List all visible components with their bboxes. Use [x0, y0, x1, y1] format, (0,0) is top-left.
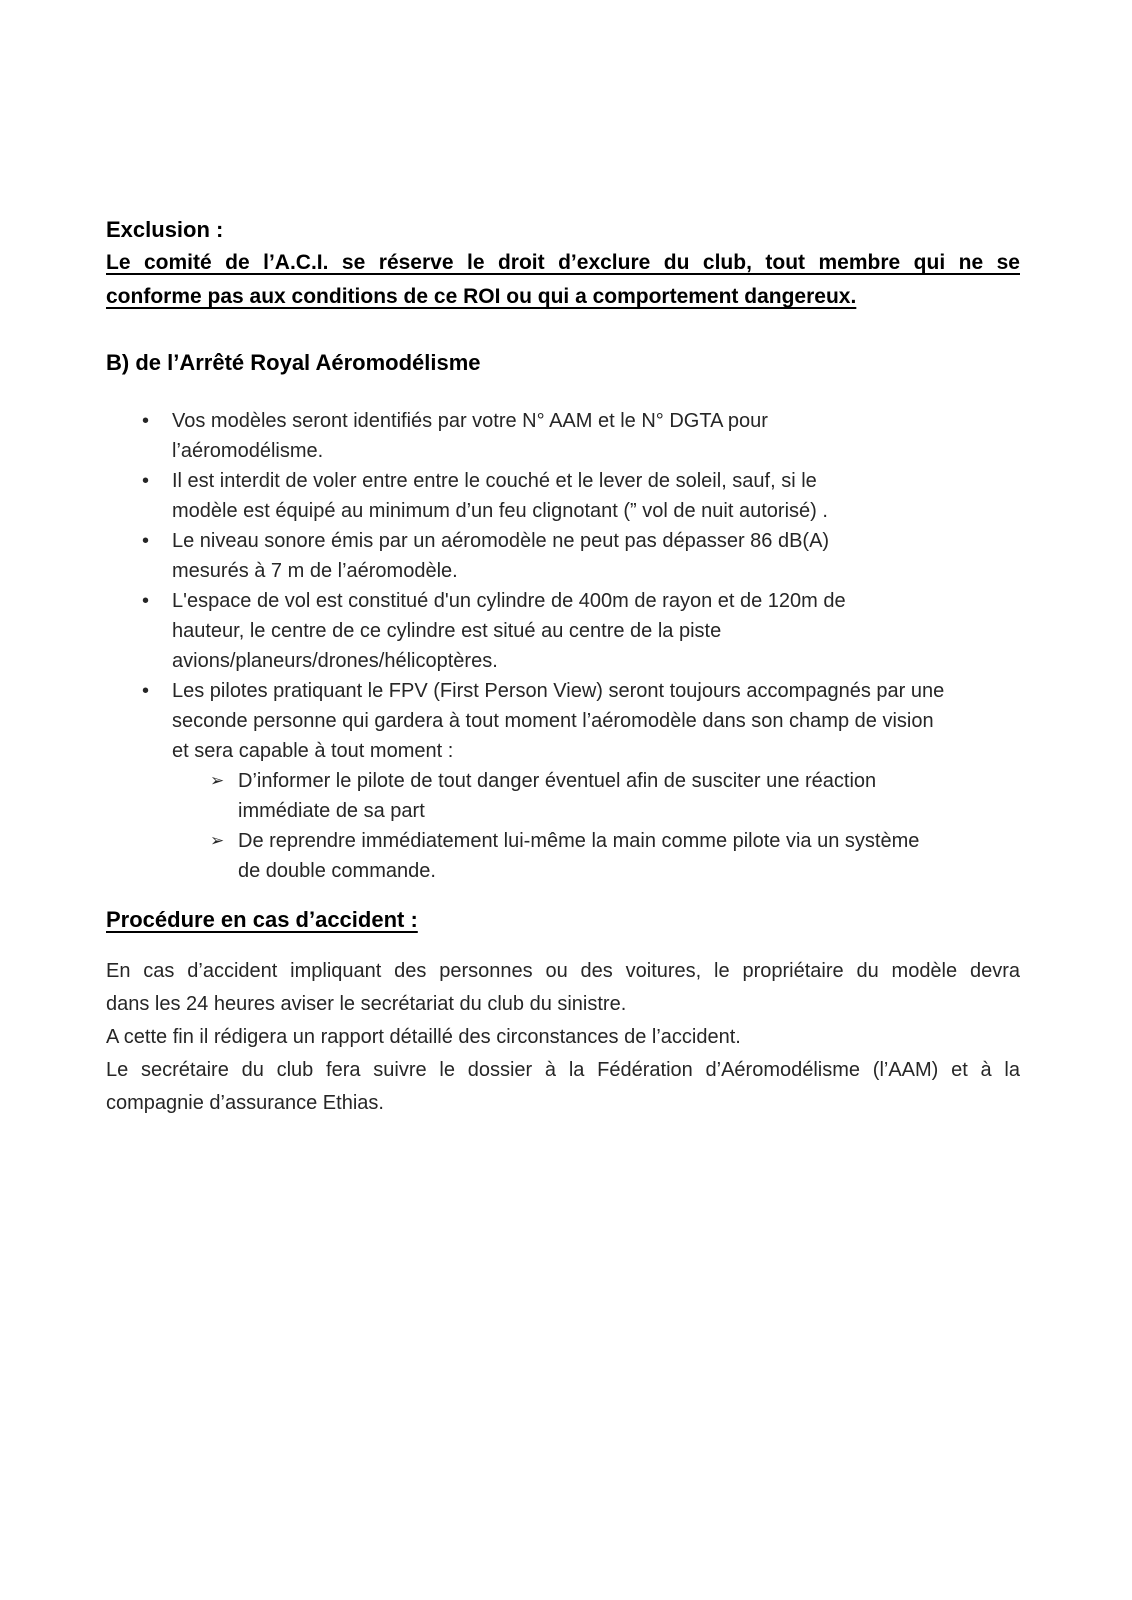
paragraph-line: A cette fin il rédigera un rapport détaillé des circonstances de l’accident.	[106, 1026, 741, 1048]
bullet-line: et sera capable à tout moment :	[172, 740, 454, 762]
sub-bullet-line: De reprendre immédiatement lui-même la main comme pilote via un système	[238, 830, 920, 852]
bullet-line: L'espace de vol est constitué d'un cylindre de 400m de rayon et de 120m de	[172, 590, 846, 612]
arrow-bullet-icon: ➢	[210, 831, 225, 850]
sub-bullet-line: de double commande.	[238, 860, 436, 882]
bullet-text	[172, 526, 1020, 586]
exclusion-heading: Exclusion :	[106, 217, 224, 242]
bullet-text	[172, 466, 1020, 526]
bullet-line: Il est interdit de voler entre entre le couché et le lever de soleil, sauf, si le	[172, 470, 817, 492]
bullet-line: Vos modèles seront identifiés par votre N° AAM et le N° DGTA pour	[172, 410, 768, 432]
paragraph	[106, 1054, 1020, 1120]
bullet-line: Les pilotes pratiquant le FPV (First Person View) seront toujours accompagnés par une	[172, 680, 945, 702]
sub-bullet-line: immédiate de sa part	[238, 800, 425, 822]
paragraph	[106, 1021, 1020, 1054]
sub-bullet-line: D’informer le pilote de tout danger éventuel afin de susciter une réaction	[238, 770, 877, 792]
bullet-dot-icon: •	[142, 590, 150, 612]
bullet-item	[106, 466, 1020, 526]
bullet-dot-icon: •	[142, 680, 150, 702]
paragraph-line: En cas d’accident impliquant des personnes ou des voitures, le propriétaire du modèle devra	[106, 960, 1020, 982]
procedure-heading	[106, 904, 1020, 936]
bullet-text	[172, 586, 1020, 676]
bullet-line: hauteur, le centre de ce cylindre est situé au centre de la piste	[172, 620, 722, 642]
exclusion-paragraph-line: Le comité de l’A.C.I. se réserve le droit d’exclure du club, tout membre qui ne se	[106, 251, 1020, 274]
exclusion-paragraph-line: conforme pas aux conditions de ce ROI ou qui a comportement dangereux.	[106, 285, 857, 308]
bullet-text	[172, 676, 1020, 766]
paragraph-line: Le secrétaire du club fera suivre le dossier à la Fédération d’Aéromodélisme (l’AAM) et à la	[106, 1059, 1020, 1081]
bullet-line: avions/planeurs/drones/hélicoptères.	[172, 650, 498, 672]
sub-bullet-text	[238, 766, 1020, 826]
bullet-item	[106, 676, 1020, 766]
sub-bullet-item	[106, 826, 1020, 886]
sub-bullet-text	[238, 826, 1020, 886]
arrow-bullet-icon: ➢	[210, 771, 225, 790]
bullet-dot-icon: •	[142, 530, 150, 552]
bullet-line: l’aéromodélisme.	[172, 440, 324, 462]
bullet-item	[106, 586, 1020, 676]
sub-bullet-item	[106, 766, 1020, 826]
paragraph-line: dans les 24 heures aviser le secrétariat du club du sinistre.	[106, 993, 627, 1015]
bullet-line: Le niveau sonore émis par un aéromodèle ne peut pas dépasser 86 dB(A)	[172, 530, 830, 552]
bullet-item	[106, 406, 1020, 466]
bullet-text	[172, 406, 1020, 466]
paragraph	[106, 955, 1020, 1021]
bullet-dot-icon: •	[142, 470, 150, 492]
bullet-item	[106, 526, 1020, 586]
procedure-paragraphs	[106, 955, 1020, 1120]
rules-bullet-list	[106, 406, 1020, 886]
bullet-line: mesurés à 7 m de l’aéromodèle.	[172, 560, 458, 582]
exclusion-paragraph	[106, 246, 1020, 314]
bullet-dot-icon: •	[142, 410, 150, 432]
procedure-heading-text: Procédure en cas d’accident :	[106, 907, 418, 932]
paragraph-line: compagnie d’assurance Ethias.	[106, 1092, 384, 1114]
section-b-heading: B) de l’Arrêté Royal Aéromodélisme	[106, 350, 481, 375]
bullet-line: seconde personne qui gardera à tout moment l’aéromodèle dans son champ de vision	[172, 710, 934, 732]
bullet-line: modèle est équipé au minimum d’un feu clignotant (” vol de nuit autorisé) .	[172, 500, 828, 522]
